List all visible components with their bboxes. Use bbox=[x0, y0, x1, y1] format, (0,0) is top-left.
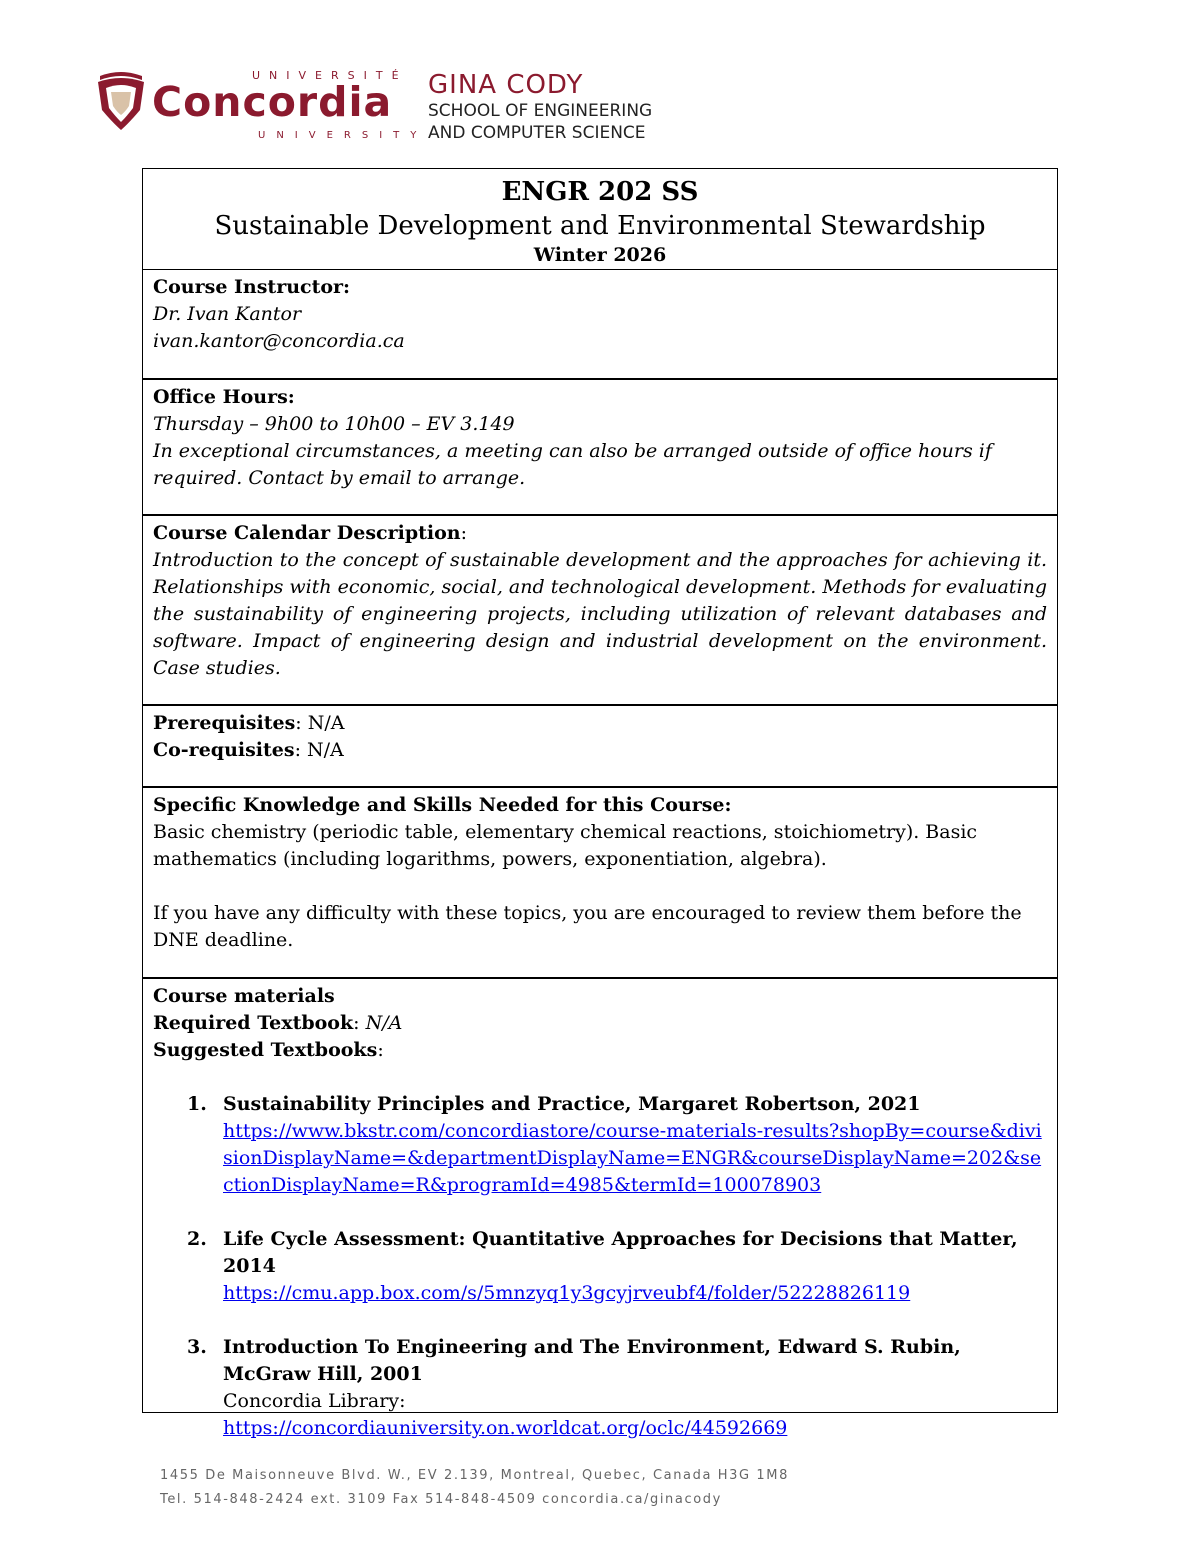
calendar-description-cell bbox=[143, 516, 1057, 706]
spacer bbox=[153, 1064, 1047, 1091]
corequisites-value: : N/A bbox=[294, 739, 344, 761]
textbook-title: Sustainability Principles and Practice, Margaret Robertson, 2021 bbox=[223, 1093, 921, 1115]
office-hours-cell bbox=[143, 380, 1057, 516]
course-title: Sustainable Development and Environmental Stewardship bbox=[214, 211, 986, 241]
skills-cell bbox=[143, 788, 1057, 979]
instructor-cell bbox=[143, 270, 1057, 380]
footer-contact: Tel. 514-848-2424 ext. 3109 Fax 514-848-4509 concordia.ca/ginacody bbox=[160, 1492, 722, 1507]
library-label: Concordia Library: bbox=[223, 1390, 406, 1412]
required-textbook-label: Required Textbook bbox=[153, 1012, 354, 1034]
textbook-title: Introduction To Engineering and The Environment, Edward S. Rubin, McGraw Hill, 2001 bbox=[223, 1336, 961, 1385]
school-name: GINA CODY bbox=[428, 70, 584, 100]
logo-bottom-text: UNIVERSITY bbox=[258, 130, 428, 141]
skills-label: Specific Knowledge and Skills Needed for this Course: bbox=[153, 794, 732, 816]
footer-address: 1455 De Maisonneuve Blvd. W., EV 2.139, Montreal, Quebec, Canada H3G 1M8 bbox=[160, 1468, 789, 1483]
school-logo bbox=[428, 70, 652, 144]
suggested-textbooks-label: Suggested Textbooks bbox=[153, 1039, 378, 1061]
instructor-email: ivan.kantor@concordia.ca bbox=[153, 330, 405, 352]
textbook-number: 2. bbox=[187, 1228, 207, 1250]
calendar-description-heading bbox=[153, 520, 1047, 547]
school-line-1: SCHOOL OF ENGINEERING bbox=[428, 101, 653, 121]
school-line-2: AND COMPUTER SCIENCE bbox=[428, 123, 646, 143]
office-hours-label: Office Hours: bbox=[153, 386, 295, 408]
prerequisites-label: Prerequisites bbox=[153, 712, 296, 734]
prerequisites-value: : N/A bbox=[295, 712, 345, 734]
requisites-cell bbox=[143, 706, 1057, 788]
required-textbook-value: N/A bbox=[365, 1012, 403, 1034]
prerequisites-line bbox=[153, 710, 1047, 737]
textbook-item bbox=[187, 1091, 1047, 1199]
instructor-name: Dr. Ivan Kantor bbox=[153, 303, 302, 325]
course-code: ENGR 202 SS bbox=[501, 177, 699, 207]
page-footer bbox=[160, 1464, 789, 1512]
logo-top-text: UNIVERSITÉ bbox=[252, 69, 408, 82]
suggested-textbooks-colon: : bbox=[377, 1039, 384, 1061]
corequisites-label: Co-requisites bbox=[153, 739, 295, 761]
course-outline-table bbox=[142, 168, 1058, 1439]
required-textbook-colon: : bbox=[353, 1012, 366, 1034]
calendar-description-colon: : bbox=[460, 522, 468, 544]
course-materials-cell bbox=[143, 979, 1057, 1439]
textbook-item bbox=[187, 1334, 1047, 1442]
required-textbook-line bbox=[153, 1010, 1047, 1037]
concordia-crest-icon bbox=[96, 70, 146, 132]
materials-label: Course materials bbox=[153, 985, 335, 1007]
textbook-link[interactable]: https://www.bkstr.com/concordiastore/course-materials-results?shopBy=course&divisionDisplayName=&departmentDisplayName=ENGR&courseDisplayName=202&sectionDisplayName=R&programId=4985&termId=100078903 bbox=[223, 1120, 1042, 1196]
course-term: Winter 2026 bbox=[533, 244, 667, 266]
instructor-label: Course Instructor: bbox=[153, 276, 351, 298]
textbook-link[interactable]: https://cmu.app.box.com/s/5mnzyq1y3gcyjrveubf4/folder/52228826119 bbox=[223, 1282, 911, 1304]
corequisites-line bbox=[153, 737, 1047, 764]
concordia-wordmark: Concordia bbox=[152, 78, 393, 126]
textbook-number: 3. bbox=[187, 1336, 207, 1358]
textbook-link[interactable]: https://concordiauniversity.on.worldcat.org/oclc/44592669 bbox=[223, 1417, 788, 1439]
course-title-cell bbox=[143, 169, 1057, 270]
page-header bbox=[96, 66, 716, 150]
calendar-description-text: Introduction to the concept of sustainable development and the approaches for achieving it. Relationships with economic, social, and technological development. Methods for evaluating the sustainability of engineering projects, including utilization of relevant databases and software. Impact of engineering design and industrial development on the environment. Case studies. bbox=[153, 549, 1047, 679]
office-hours-time: Thursday – 9h00 to 10h00 – EV 3.149 bbox=[153, 413, 515, 435]
office-hours-note: In exceptional circumstances, a meeting can also be arranged outside of office hours if required. Contact by email to arrange. bbox=[153, 440, 992, 489]
skills-text-1: Basic chemistry (periodic table, elementary chemical reactions, stoichiometry). Basic mathematics (including logarithms, powers, exponentiation, algebra). bbox=[153, 821, 978, 870]
suggested-textbooks-line bbox=[153, 1037, 1047, 1064]
calendar-description-label: Course Calendar Description bbox=[153, 522, 461, 544]
spacer bbox=[153, 873, 1047, 900]
textbook-item bbox=[187, 1226, 1047, 1307]
suggested-textbook-list bbox=[153, 1091, 1047, 1442]
skills-text-2: If you have any difficulty with these topics, you are encouraged to review them before the DNE deadline. bbox=[153, 902, 1022, 951]
textbook-title: Life Cycle Assessment: Quantitative Approaches for Decisions that Matter, 2014 bbox=[223, 1228, 1018, 1277]
textbook-number: 1. bbox=[187, 1093, 207, 1115]
